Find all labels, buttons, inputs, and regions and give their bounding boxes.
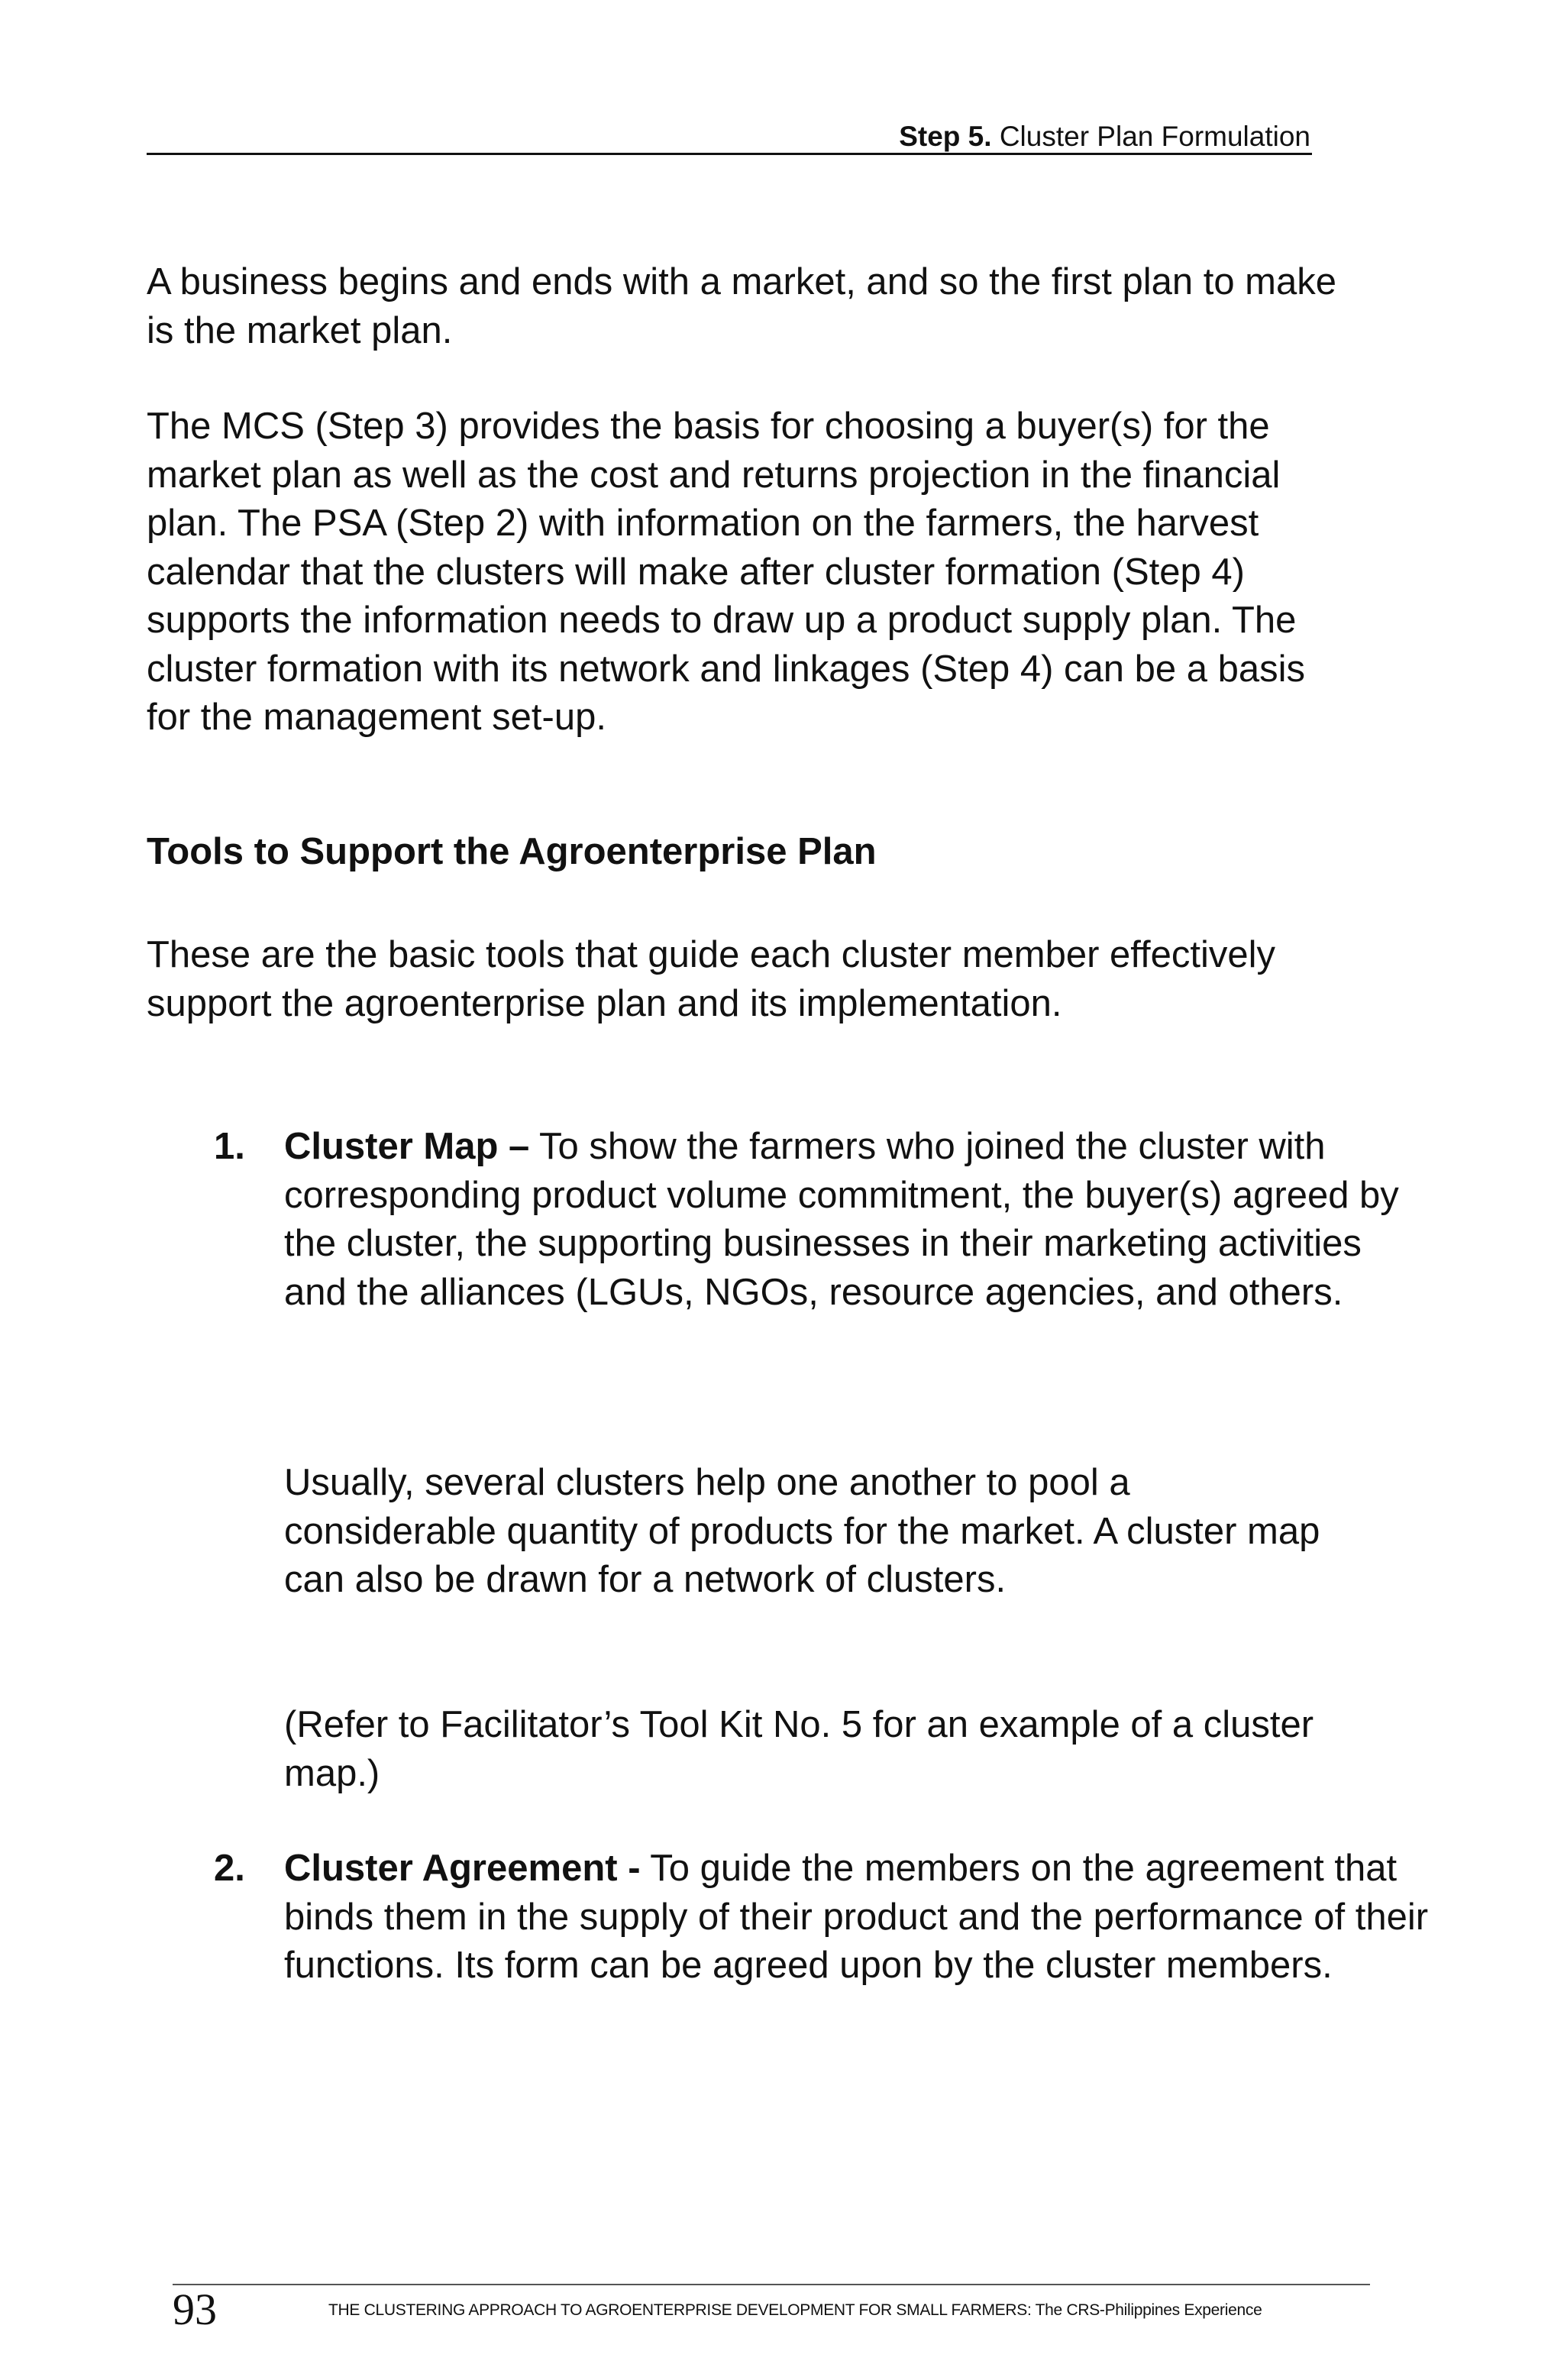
list-item-text: To show the farmers who joined the cluster with corresponding product volume commitment, the buyer(s) agreed by the cluster, the supporting businesses in their marketing activities and the alliances (LGUs, NGOs, resource agencies, and others. [284, 1126, 1399, 1313]
section-heading: Tools to Support the Agroenterprise Plan [147, 831, 877, 872]
running-header [899, 121, 1310, 153]
tools-intro-paragraph: These are the basic tools that guide each cluster member effectively support the agroenterprise plan and its implementation. [147, 934, 1276, 1024]
list-item-body [284, 1123, 1430, 1317]
list-item-note: (Refer to Facilitator’s Tool Kit No. 5 for an example of a cluster map.) [284, 1704, 1314, 1794]
list-item-term: Cluster Agreement - [284, 1848, 641, 1889]
intro-paragraph: A business begins and ends with a market, and so the first plan to make is the market plan. [147, 261, 1336, 351]
basis-paragraph: The MCS (Step 3) provides the basis for choosing a buyer(s) for the market plan as well as the cost and returns projection in the financial plan. The PSA (Step 2) with information on the farmers, the harvest calendar that the clusters will make after cluster formation (Step 4) supports the information needs to draw up a product supply plan. The cluster formation with its network and linkages (Step 4) can be a basis for the management set-up. [147, 406, 1306, 738]
footer-rule [173, 2284, 1370, 2285]
list-item-term: Cluster Map – [284, 1126, 530, 1167]
header-rule [147, 153, 1312, 155]
footer-book-title: THE CLUSTERING APPROACH TO AGROENTERPRISE DEVELOPMENT FOR SMALL FARMERS: The CRS-Philippines Experience [328, 2301, 1262, 2319]
header-step-title: Cluster Plan Formulation [999, 121, 1310, 152]
list-item-number: 2. [214, 1848, 245, 1889]
header-step-label: Step 5. [899, 121, 992, 152]
page-number: 93 [173, 2285, 217, 2334]
list-item-number: 1. [214, 1126, 245, 1167]
list-item-note: Usually, several clusters help one another to pool a considerable quantity of products for the market. A cluster map can also be drawn for a network of clusters. [284, 1462, 1320, 1600]
list-item-text: To guide the members on the agreement that binds them in the supply of their product and the performance of their functions. Its form can be agreed upon by the cluster members. [284, 1848, 1429, 1986]
list-item-body [284, 1845, 1430, 1990]
